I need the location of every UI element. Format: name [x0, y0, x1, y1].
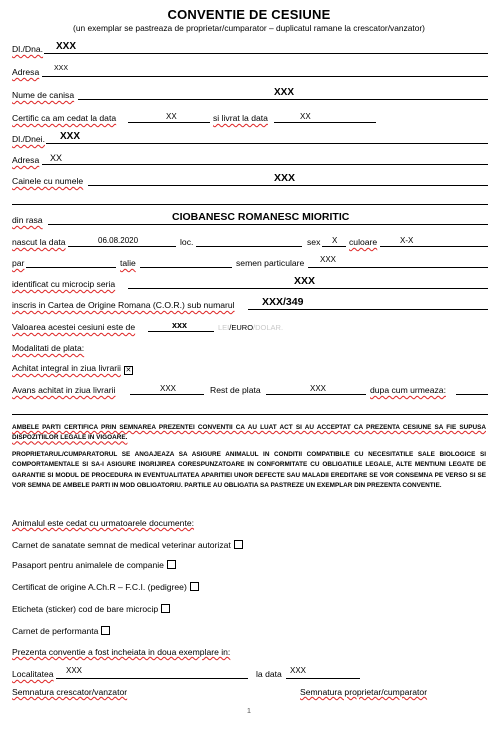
page-number: 1: [246, 706, 252, 715]
document-subtitle: (un exemplar se pastreaza de proprietar/cumparator – duplicatul ramane la crescator/vanzator): [73, 23, 425, 33]
value-line[interactable]: [148, 331, 214, 332]
traits-row: [12, 253, 488, 269]
breed-label: din rasa: [12, 215, 43, 225]
buyer-name-label: Dl./Dnei.: [12, 134, 45, 144]
sex-label: sex: [307, 237, 321, 247]
document-item-passport: Pasaport pentru animalele de companie: [12, 560, 176, 570]
seller-name-label: Dl./Dna.: [12, 44, 44, 54]
pedigree-checkbox[interactable]: [190, 582, 199, 591]
cor-row: [12, 295, 488, 311]
full-payment-checkbox[interactable]: ✕: [125, 367, 132, 374]
legal-paragraph-2: PROPRIETARUL/CUMPARATORUL SE ANGAJEAZA SA ASIGURE ANIMALUL IN CONDITII COMPATIBILE CU NECESITATILE SALE BIOLOGICE SI COMPORTAMENTALE SI SA-I ASIGURE INGRIJIREA CORESPUNZATOARE IN CONFORMITATE CU OBLIGATIILE LEGALE, ALTE MENTIUNI LEGATE DE GARANTIE SI MODUL DE PROCEDURA IN EVENTUALITATEA APARITIEI UNOR DEFECTE SAU MALADII EREDITARE SE VOR CONSEMNA PE VERSO SI SE VOR SEMNA DE AMBELE PARTI IN MOD OBLIGATORIU. PARTILE AU OBLIGATIA SA PASTREZE UN EXEMPLAR DIN PREZENTA CONVENTIE.: [12, 451, 486, 490]
document-item-performance: Carnet de performanta: [12, 626, 110, 636]
currency-euro[interactable]: EURO: [231, 323, 254, 332]
kennel-name-row: [12, 85, 488, 101]
chip-row: [12, 274, 488, 290]
dog-name-row: [12, 171, 488, 187]
seller-name-value: XXX: [56, 41, 77, 52]
as-follows-line[interactable]: [456, 394, 488, 395]
blank-row-1: [12, 190, 488, 206]
sex-value: X: [332, 236, 338, 245]
locality-value: XXX: [66, 666, 83, 675]
currency-options: LEI/EURO/DOLAR.: [218, 323, 284, 332]
documents-intro: Animalul este cedat cu urmatoarele documente:: [12, 518, 195, 528]
chip-value: XXX: [294, 275, 316, 287]
seller-signature-label: Semnatura crescator/vanzator: [12, 687, 128, 697]
delivered-date-line[interactable]: [274, 122, 376, 123]
sticker-checkbox[interactable]: [161, 604, 170, 613]
document-item-health-card: Carnet de sanatate semnat de medical veterinar autorizat: [12, 540, 243, 550]
document-item-pedigree: Certificat de origine A.Ch.R – F.C.I. (pedigree): [12, 582, 199, 592]
buyer-address-label: Adresa: [12, 155, 40, 165]
breed-value: CIOBANESC ROMANESC MIORITIC: [172, 211, 350, 223]
rest-line[interactable]: [266, 394, 366, 395]
performance-checkbox[interactable]: [101, 626, 110, 635]
date-line[interactable]: [286, 678, 360, 679]
breed-line[interactable]: [48, 224, 488, 225]
buyer-signature-label: Semnatura proprietar/cumparator: [300, 687, 428, 697]
loc-label: loc.: [180, 237, 194, 247]
dog-name-label: Cainele cu numele: [12, 176, 84, 186]
currency-lei[interactable]: LEI: [218, 323, 230, 332]
buyer-address-value: XX: [50, 153, 63, 163]
special-value: XXX: [320, 255, 337, 264]
advance-line[interactable]: [130, 394, 204, 395]
buyer-address-line[interactable]: [42, 164, 488, 165]
seller-address-row: [12, 62, 488, 78]
seller-name-line[interactable]: [44, 53, 488, 54]
cert-date-value: XX: [166, 112, 177, 121]
rest-label: Rest de plata: [210, 385, 261, 395]
kennel-name-line[interactable]: [78, 99, 488, 100]
special-line[interactable]: [308, 267, 488, 268]
currency-dolar[interactable]: DOLAR: [255, 323, 281, 332]
cor-label: inscris in Cartea de Origine Romana (C.O.R.) sub numarul: [12, 300, 235, 310]
sex-line[interactable]: [322, 246, 346, 247]
buyer-address-row: [12, 150, 488, 166]
cert-label: Certific ca am cedat la data: [12, 113, 117, 123]
birth-row: [12, 232, 488, 248]
value-amount: xxx: [172, 320, 188, 330]
seller-address-value: XXX: [54, 65, 69, 72]
buyer-name-line[interactable]: [46, 143, 488, 144]
date-value: XXX: [290, 666, 307, 675]
born-label: nascut la data: [12, 237, 66, 247]
payment-label: Modalitati de plata:: [12, 343, 85, 353]
kennel-name-value: XXX: [274, 87, 295, 98]
cor-line[interactable]: [248, 309, 488, 310]
special-label: semen particulare: [236, 258, 305, 268]
par-label: par: [12, 258, 25, 268]
born-value: 06.08.2020: [98, 236, 139, 245]
rest-value: XXX: [310, 384, 327, 393]
locality-row: [12, 664, 488, 680]
breed-row: [12, 210, 488, 226]
document-item-sticker: Eticheta (sticker) cod de bare microcip: [12, 604, 170, 614]
talie-label: talie: [120, 258, 136, 268]
locality-label: Localitatea: [12, 669, 54, 679]
advance-label: Avans achitat in ziua livrarii: [12, 385, 116, 395]
full-payment-label: Achitat integral in ziua livrarii ✕: [12, 363, 132, 374]
delivered-label: si livrat la data: [213, 113, 268, 123]
seller-address-label: Adresa: [12, 67, 40, 77]
color-line[interactable]: [380, 246, 488, 247]
kennel-name-label: Nume de canisa: [12, 90, 75, 100]
cor-value: XXX/349: [262, 296, 304, 308]
dog-name-line[interactable]: [88, 185, 488, 186]
buyer-name-value: XXX: [60, 131, 81, 142]
copies-text: Prezenta conventie a fost incheiata in doua exemplare in:: [12, 647, 231, 657]
talie-line[interactable]: [140, 267, 232, 268]
advance-row: [12, 380, 488, 396]
buyer-name-row: [12, 129, 488, 145]
health-card-checkbox[interactable]: [234, 540, 243, 549]
dog-name-value: XXX: [274, 172, 296, 184]
chip-line[interactable]: [128, 288, 488, 289]
seller-address-line[interactable]: [42, 76, 488, 77]
color-value: X-X: [400, 236, 414, 245]
document-title: CONVENTIE DE CESIUNE: [167, 7, 331, 22]
seller-name-row: [12, 39, 488, 55]
passport-checkbox[interactable]: [167, 560, 176, 569]
loc-line[interactable]: [196, 246, 302, 247]
cert-row: [12, 108, 488, 124]
par-line[interactable]: [26, 267, 116, 268]
delivered-date-value: XX: [300, 112, 311, 121]
blank-line-1[interactable]: [12, 204, 488, 205]
value-row: [12, 317, 488, 333]
chip-label: identificat cu microcip seria: [12, 279, 116, 289]
born-line[interactable]: [68, 246, 176, 247]
blank-line-2[interactable]: [12, 414, 488, 415]
locality-line[interactable]: [56, 678, 248, 679]
full-payment-row: [12, 360, 488, 376]
blank-row-2: [12, 400, 488, 416]
as-follows-label: dupa cum urmeaza:: [370, 385, 446, 395]
cert-date-line[interactable]: [128, 122, 210, 123]
advance-value: XXX: [160, 384, 177, 393]
legal-paragraph-1: AMBELE PARTI CERTIFICA PRIN SEMNAREA PREZENTEI CONVENTII CA AU LUAT ACT SI AU ACCEPTAT CA PREZENTA CESIUNE SA FIE SUPUSA DISPOZITIILOR LEGALE IN VIGOARE.: [12, 424, 486, 442]
value-label: Valoarea acestei cesiuni este de: [12, 322, 136, 332]
payment-row: [12, 338, 488, 354]
color-label: culoare: [349, 237, 378, 247]
date-label: la data: [256, 669, 282, 679]
